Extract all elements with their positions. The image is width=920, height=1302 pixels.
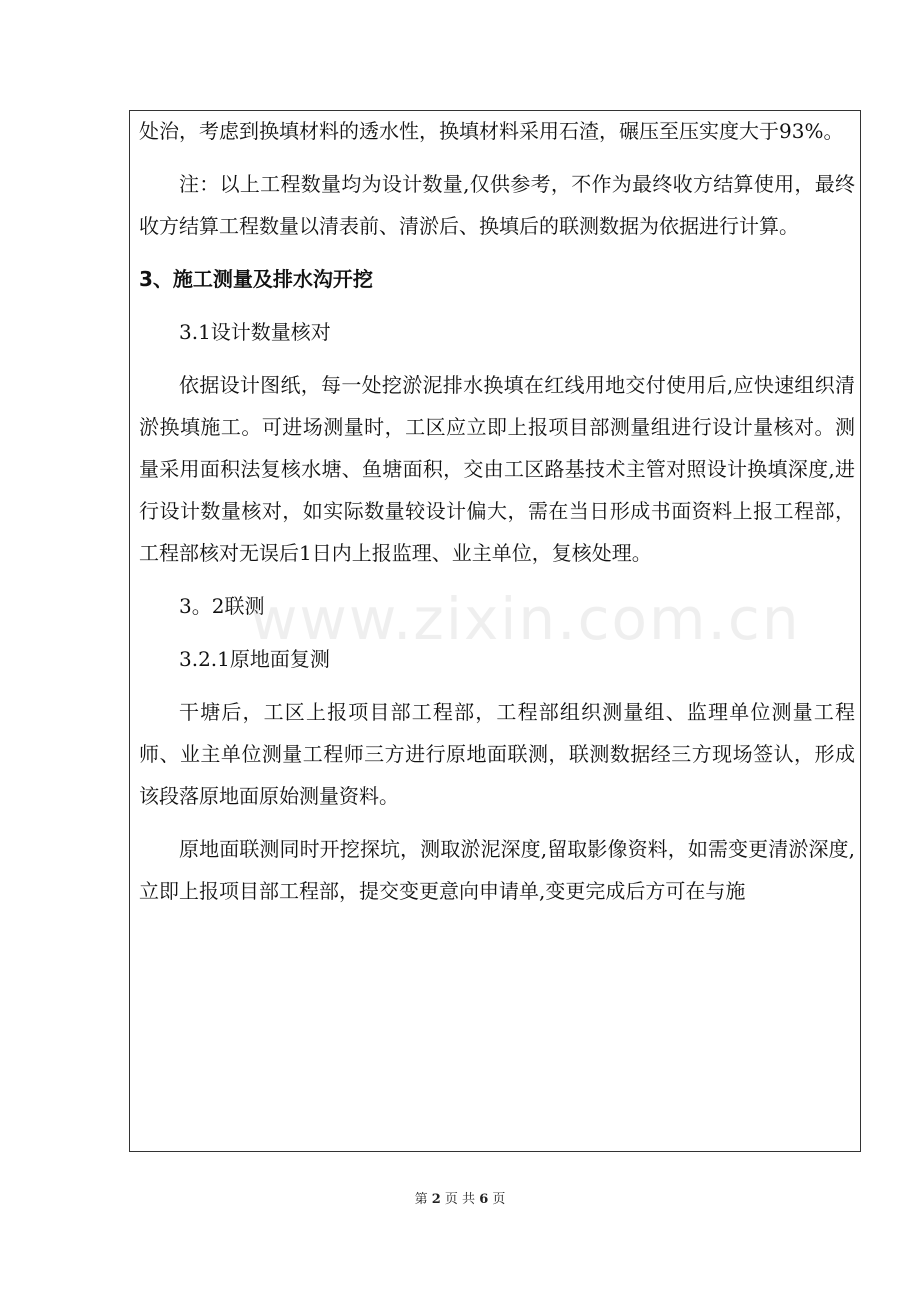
- paragraph-test-pit: 原地面联测同时开挖探坑，测取淤泥深度,留取影像资料，如需变更清淤深度,立即上报项目部工程部，提交变更意向申请单,变更完成后方可在与施: [139, 837, 855, 903]
- paragraph-design-check: 依据设计图纸，每一处挖淤泥排水换填在红线用地交付使用后,应快速组织清淤换填施工。可进场测量时，工区应立即上报项目部测量组进行设计量核对。测量采用面积法复核水塘、鱼塘面积，交由工区路基技术主管对照设计换填深度,进行设计数量核对，如实际数量较设计偏大，需在当日形成书面资料上报工程部，工程部核对无误后1日内上报监理、业主单位，复核处理。: [139, 373, 855, 565]
- section-heading: 3、施工测量及排水沟开挖: [139, 267, 373, 291]
- paragraph-note: 注：以上工程数量均为设计数量,仅供参考，不作为最终收方结算使用，最终收方结算工程数量以清表前、清淤后、换填后的联测数据为依据进行计算。: [139, 172, 855, 238]
- footer-suffix: 页: [492, 1192, 506, 1207]
- subsection-heading-3-2: 3。2联测: [179, 594, 265, 618]
- document-body: [139, 110, 855, 912]
- footer-prefix: 第: [414, 1192, 428, 1207]
- paragraph-continuation: 处治，考虑到换填材料的透水性，换填材料采用石渣，碾压至压实度大于93%。: [139, 119, 844, 143]
- paragraph-joint-survey: 干塘后，工区上报项目部工程部，工程部组织测量组、监理单位测量工程师、业主单位测量工程师三方进行原地面联测，联测数据经三方现场签认，形成该段落原地面原始测量资料。: [139, 700, 855, 808]
- footer-page-number: 2: [431, 1192, 441, 1207]
- watermark: www.zixin.com.cn: [250, 585, 801, 653]
- subsection-heading-3-1: 3.1设计数量核对: [179, 320, 331, 344]
- footer-mid: 页 共: [444, 1192, 476, 1207]
- subsection-heading-3-2-1: 3.2.1原地面复测: [179, 647, 330, 671]
- footer-total-pages: 6: [479, 1192, 489, 1207]
- page-footer: [0, 1188, 920, 1207]
